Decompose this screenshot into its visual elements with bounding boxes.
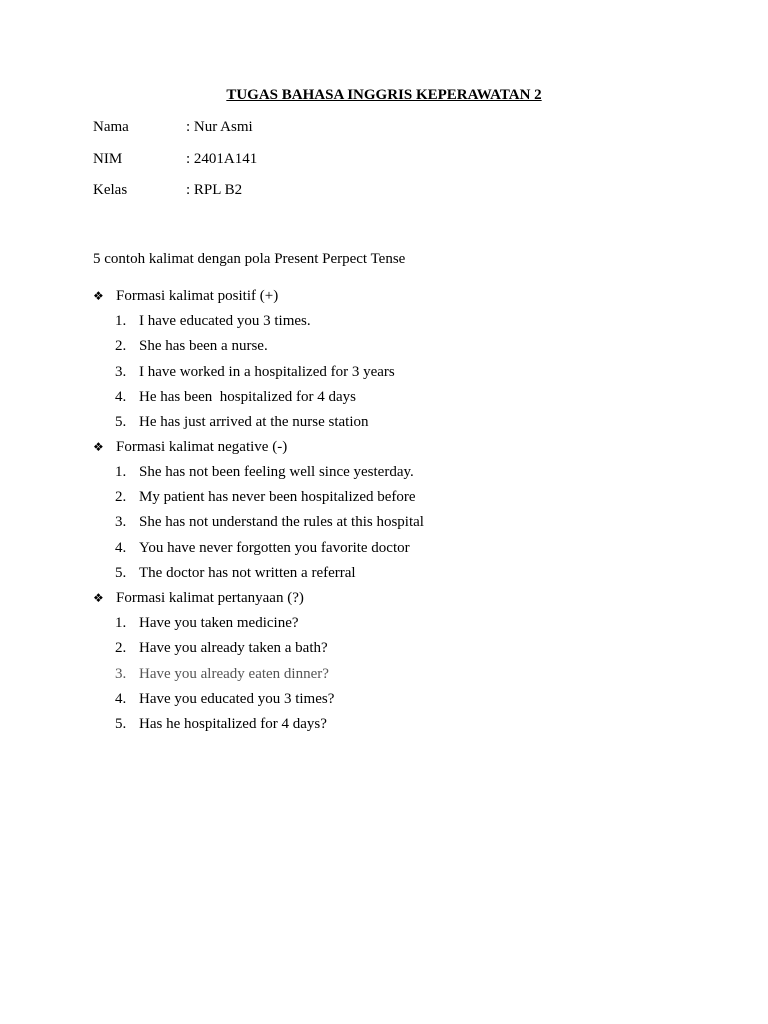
item-number: 4. [115,540,127,556]
list-item [115,563,675,583]
item-number: 5. [115,565,127,581]
section-heading-label: Formasi kalimat positif (+) [116,288,279,304]
item-number: 1. [115,615,127,631]
item-text: He has been hospitalized for 4 days [139,389,357,405]
list-item [115,714,675,734]
item-number: 2. [115,489,127,505]
item-text: I have educated you 3 times. [139,313,311,329]
item-text: Has he hospitalized for 4 days? [139,716,327,732]
diamond-bullet-icon: ❖ [93,289,104,303]
list-item [115,613,675,633]
section-heading-question [93,588,693,608]
item-text: Have you already eaten dinner? [139,666,329,682]
item-number: 1. [115,464,127,480]
item-number: 5. [115,716,127,732]
item-text: Have you educated you 3 times? [139,691,335,707]
item-text: He has just arrived at the nurse station [139,414,369,430]
section-heading-label: Formasi kalimat pertanyaan (?) [116,590,304,606]
info-value: : Nur Asmi [186,119,253,135]
diamond-bullet-icon: ❖ [93,440,104,454]
page-title: TUGAS BAHASA INGGRIS KEPERAWATAN 2 [226,87,542,103]
item-text: My patient has never been hospitalized before [139,489,416,505]
list-item [115,412,675,432]
info-label: Nama [93,119,129,135]
list-item [115,311,675,331]
list-item [115,689,675,709]
item-number: 3. [115,666,127,682]
item-number: 2. [115,640,127,656]
list-item [115,664,675,684]
item-number: 1. [115,313,127,329]
item-text: She has not understand the rules at this hospital [139,514,424,530]
item-number: 3. [115,514,127,530]
list-item [115,512,675,532]
list-item [115,387,675,407]
section-heading-positive [93,286,693,306]
item-text: Have you taken medicine? [139,615,299,631]
intro-text: 5 contoh kalimat dengan pola Present Perpect Tense [93,251,406,267]
list-item [115,336,675,356]
item-number: 3. [115,364,127,380]
list-item [115,362,675,382]
info-label: Kelas [93,182,128,198]
info-value: : RPL B2 [186,182,243,198]
item-number: 5. [115,414,127,430]
info-label: NIM [93,151,123,167]
list-item [115,487,675,507]
list-item [115,462,675,482]
item-text: Have you already taken a bath? [139,640,328,656]
info-value: : 2401A141 [186,151,258,167]
item-number: 4. [115,389,127,405]
item-number: 2. [115,338,127,354]
item-text: The doctor has not written a referral [139,565,356,581]
item-text: I have worked in a hospitalized for 3 years [139,364,395,380]
item-text: You have never forgotten you favorite doctor [139,540,410,556]
section-heading-label: Formasi kalimat negative (-) [116,439,288,455]
item-text: She has not been feeling well since yesterday. [139,464,414,480]
list-item [115,638,675,658]
section-heading-negative [93,437,693,457]
item-text: She has been a nurse. [139,338,268,354]
diamond-bullet-icon: ❖ [93,591,104,605]
list-item [115,538,675,558]
item-number: 4. [115,691,127,707]
